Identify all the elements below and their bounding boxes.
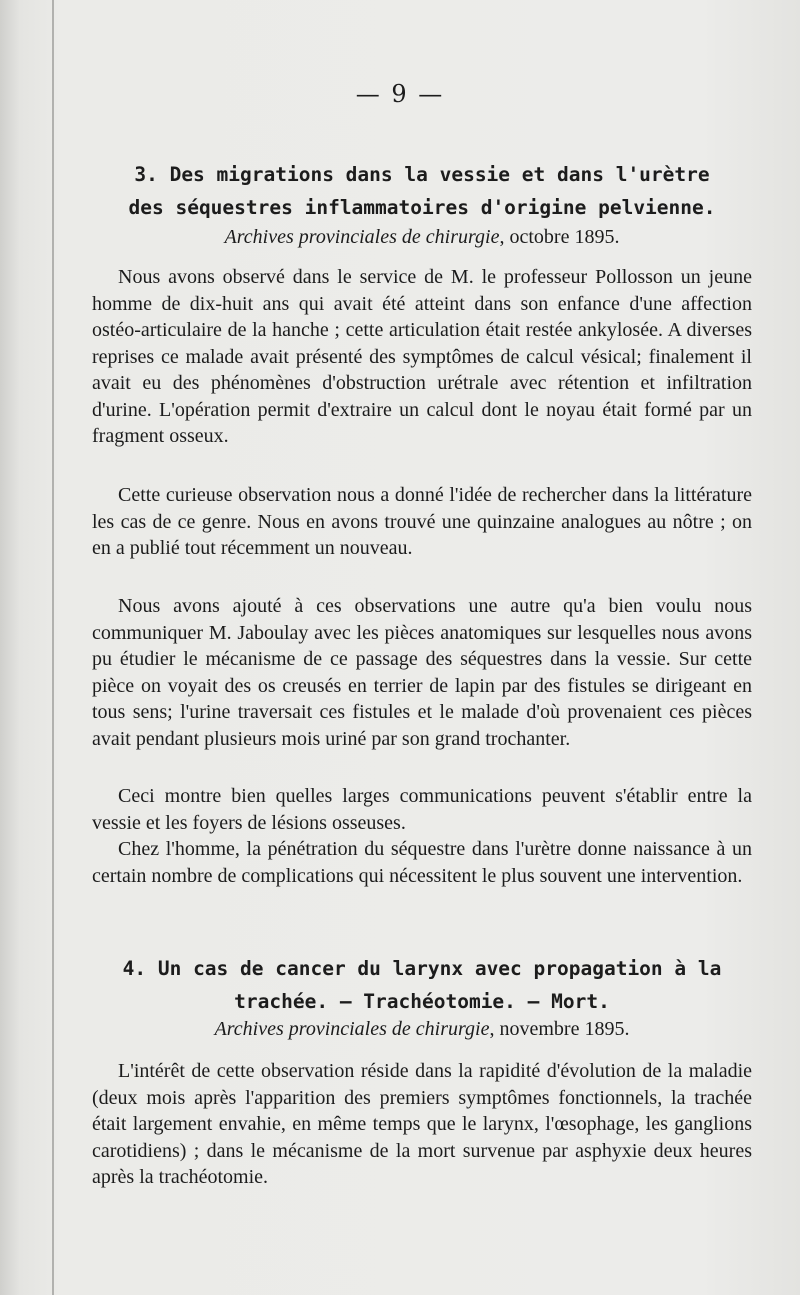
binding-gutter bbox=[52, 0, 54, 1295]
section-4-date: , novembre 1895. bbox=[489, 1018, 630, 1040]
page-number: — 9 — bbox=[355, 80, 445, 108]
section-3-heading-line-2: des séquestres inflammatoires d'origine pelvienne. bbox=[128, 196, 716, 219]
section-4-heading bbox=[92, 952, 752, 1018]
section-3-journal: Archives provinciales de chirurgie bbox=[224, 226, 500, 248]
section-3-paragraph-2: Cette curieuse observation nous a donné l'idée de rechercher dans la littérature les cas de ce genre. Nous en avons trouvé une quinzaine analogues au nôtre ; on en a publié tout récemment un nouveau. bbox=[92, 484, 752, 559]
section-3-heading-line-1: 3. Des migrations dans la vessie et dans l'urètre bbox=[134, 163, 710, 186]
section-4-heading-line-2: trachée. — Trachéotomie. — Mort. bbox=[234, 990, 610, 1013]
section-4-journal: Archives provinciales de chirurgie bbox=[214, 1018, 490, 1040]
section-4-source bbox=[92, 1018, 752, 1041]
section-3-paragraph-4: Ceci montre bien quelles larges communications peuvent s'établir entre la vessie et les foyers de lésions osseuses. bbox=[92, 785, 752, 834]
section-4-heading-line-1: 4. Un cas de cancer du larynx avec propagation à la bbox=[122, 957, 722, 980]
section-3-paragraph-3: Nous avons ajouté à ces observations une autre qu'a bien voulu nous communiquer M. Jaboulay avec les pièces anatomiques sur lesquelles nous avons pu étudier le mécanisme de ce passage des séquestres dans la vessie. Sur cette pièce on voyait des os creusés en terrier de lapin par des fistules se dirigeant en tous sens; l'urine traversait ces fistules et le malade d'où provenaient ces pièces avait pendant plusieurs mois uriné par son grand trochanter. bbox=[92, 595, 752, 750]
section-4-paragraph-1: L'intérêt de cette observation réside dans la rapidité d'évolution de la maladie (deux mois après l'apparition des premiers symptômes fonctionnels, la trachée était largement envahie, en même temps que le larynx, l'œsophage, les ganglions carotidiens) ; dans le mécanisme de la mort survenue par asphyxie deux heures après la trachéotomie. bbox=[92, 1060, 752, 1188]
section-3-date: , octobre 1895. bbox=[499, 226, 620, 248]
section-3-source bbox=[92, 226, 752, 249]
section-3-paragraph-5: Chez l'homme, la pénétration du séquestre dans l'urètre donne naissance à un certain nombre de complications qui nécessitent le plus souvent une intervention. bbox=[92, 838, 752, 887]
section-3-heading bbox=[92, 158, 752, 224]
section-3-paragraph-1: Nous avons observé dans le service de M. le professeur Pollosson un jeune homme de dix-huit ans qui avait été atteint dans son enfance d'une affection ostéo-articulaire de la hanche ; cette articulation était restée ankylosée. A diverses reprises ce malade avait présenté des symptômes de calcul vésical; finalement il avait eu des phénomènes d'obstruction urétrale avec rétention et infiltration d'urine. L'opération permit d'extraire un calcul dont le noyau était formé par un fragment osseux. bbox=[92, 266, 752, 447]
